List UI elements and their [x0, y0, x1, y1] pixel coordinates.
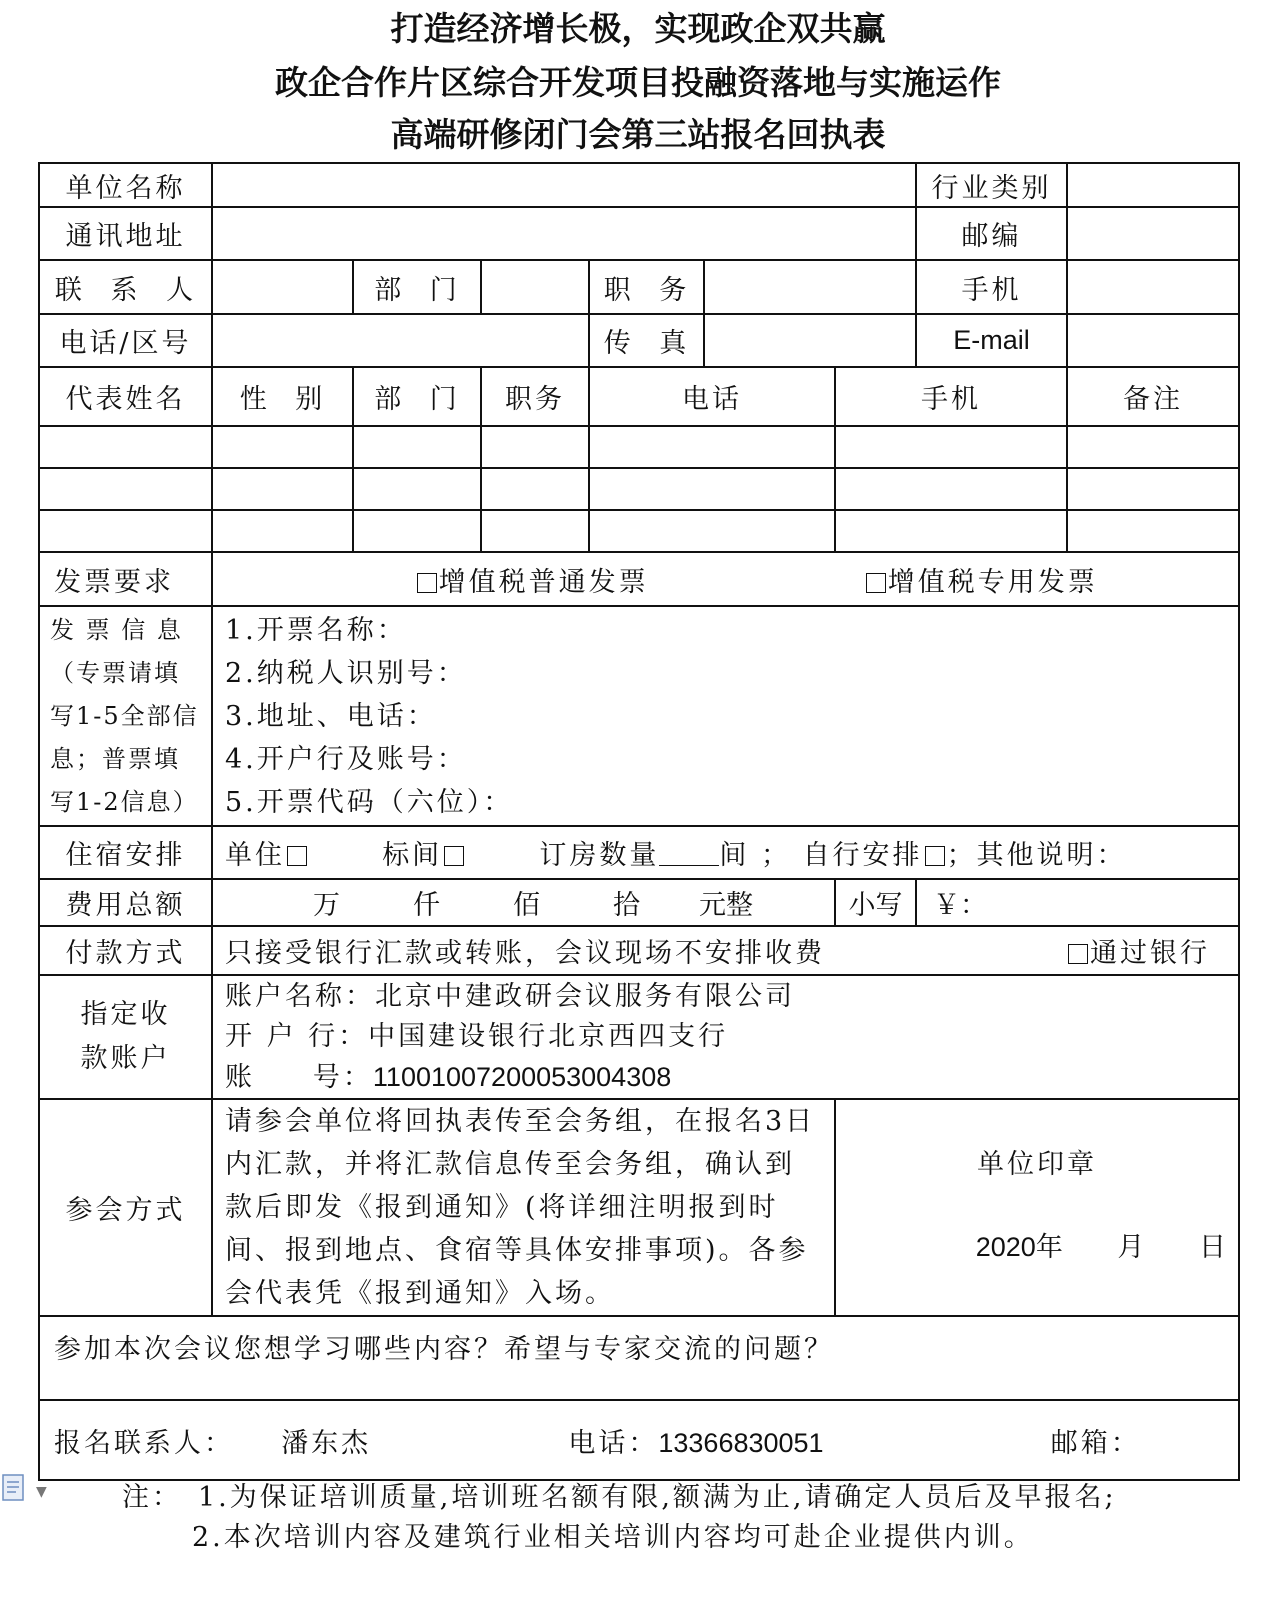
contact-field[interactable]	[212, 260, 353, 314]
title-line-1: 打造经济增长极，实现政企双共赢	[390, 9, 886, 48]
question-prompt: 参加本次会议您想学习哪些内容？希望与专家交流的问题？	[39, 1316, 1239, 1400]
invoice-options	[212, 552, 1239, 606]
dept-label: 部 门	[353, 260, 481, 314]
attend-text: 请参会单位将回执表传至会务组，在报名3日内汇款，并将汇款信息传至会务组，确认到款后即发《报到通知》(将详细注明报到时间、报到地点、食宿等具体安排事项)。各参会代表凭《报到通知》入场。	[212, 1099, 835, 1316]
rep-cell[interactable]	[589, 426, 835, 468]
phone-area-field[interactable]	[212, 314, 589, 367]
table-row	[39, 510, 1239, 552]
yen-label: ￥：	[933, 890, 987, 921]
unit-name-field[interactable]	[212, 163, 916, 207]
attend-label: 参会方式	[39, 1099, 212, 1316]
industry-field[interactable]	[1067, 163, 1239, 207]
lodging-options	[212, 826, 1239, 879]
table-row	[39, 426, 1239, 468]
title-line-2: 政企合作片区综合开发项目投融资落地与实施运作	[275, 63, 1001, 102]
rep-cell[interactable]	[39, 510, 212, 552]
rep-position-header: 职务	[481, 367, 589, 426]
mobile-label: 手机	[916, 260, 1067, 314]
rep-cell[interactable]	[481, 510, 589, 552]
position-field[interactable]	[704, 260, 916, 314]
fax-label: 传 真	[589, 314, 704, 367]
room-count-field[interactable]	[659, 843, 719, 866]
single-checkbox[interactable]	[287, 846, 307, 866]
note-line-1: 1.为保证培训质量,培训班名额有限,额满为止,请确定人员后及早报名;	[198, 1482, 1117, 1513]
email-field[interactable]	[1067, 314, 1239, 367]
rep-cell[interactable]	[353, 510, 481, 552]
remark-header: 备注	[1067, 367, 1239, 426]
invoice-special-checkbox[interactable]	[866, 573, 886, 593]
postcode-label: 邮编	[916, 207, 1067, 260]
date-year: 2020	[975, 1231, 1036, 1262]
rep-cell[interactable]	[212, 468, 353, 510]
reg-phone-label: 电话：	[568, 1427, 659, 1459]
invoice-item: 3.地址、电话：	[225, 700, 437, 732]
account-block	[212, 975, 1239, 1099]
fax-field[interactable]	[704, 314, 916, 367]
invoice-special-label: 增值税专用发票	[887, 566, 1098, 598]
fee-unit: 佰	[513, 890, 540, 921]
invoice-normal-checkbox[interactable]	[417, 573, 437, 593]
payment-label: 付款方式	[39, 926, 212, 975]
rep-cell[interactable]	[39, 426, 212, 468]
title-line-3: 高端研修闭门会第三站报名回执表	[390, 115, 886, 154]
rep-mobile-header: 手机	[835, 367, 1067, 426]
self-arrange-label: 自行安排	[802, 840, 923, 871]
rep-cell[interactable]	[481, 426, 589, 468]
invoice-item: 4.开户行及账号：	[225, 743, 467, 775]
notes	[122, 1478, 1117, 1558]
position-label: 职 务	[589, 260, 704, 314]
date-day-label: 日	[1199, 1231, 1226, 1263]
rep-cell[interactable]	[212, 510, 353, 552]
seal-label: 单位印章	[977, 1148, 1097, 1180]
lowercase-amount-field[interactable]	[916, 879, 1239, 926]
rep-cell[interactable]	[353, 426, 481, 468]
reg-contact-label: 报名联系人：	[54, 1427, 234, 1459]
email-label: E-mail	[916, 314, 1067, 367]
invoice-item: 2.纳税人识别号：	[225, 657, 467, 689]
fee-units	[212, 879, 835, 926]
registration-contact	[39, 1400, 1239, 1480]
date-year-label: 年	[1035, 1231, 1063, 1263]
rep-name-header: 代表姓名	[39, 367, 212, 426]
account-no: 11001007200053004308	[372, 1061, 672, 1092]
via-bank-label: 通过银行	[1090, 938, 1210, 969]
single-label: 单住	[225, 840, 285, 871]
account-bank: 开 户 行：中国建设银行北京西四支行	[225, 1020, 729, 1052]
invoice-item: 5.开票代码（六位）：	[225, 786, 514, 818]
fee-unit: 元整	[699, 890, 753, 921]
lodging-label: 住宿安排	[39, 826, 212, 879]
lowercase-label: 小写	[835, 879, 916, 926]
twin-checkbox[interactable]	[444, 846, 464, 866]
mobile-field[interactable]	[1067, 260, 1239, 314]
room-unit-label: 间 ；	[719, 840, 791, 871]
rep-cell[interactable]	[212, 426, 353, 468]
invoice-info-block	[212, 606, 1239, 826]
invoice-req-label: 发票要求	[39, 552, 212, 606]
fee-unit: 万	[313, 890, 340, 921]
invoice-item: 1.开票名称：	[225, 614, 407, 646]
twin-label: 标间	[382, 840, 443, 871]
rep-cell[interactable]	[835, 510, 1067, 552]
chevron-down-icon[interactable]: ▼	[36, 1484, 47, 1500]
reg-phone: 13366830051	[658, 1427, 824, 1458]
dept-field[interactable]	[481, 260, 589, 314]
rep-cell[interactable]	[589, 468, 835, 510]
other-note-label: ；其他说明：	[946, 840, 1127, 871]
registration-form	[38, 162, 1240, 1481]
room-count-label: 订房数量	[539, 840, 660, 871]
rep-cell[interactable]	[1067, 468, 1239, 510]
self-arrange-checkbox[interactable]	[925, 846, 945, 866]
seal-block	[835, 1099, 1239, 1316]
reg-contact-name: 潘东杰	[281, 1427, 372, 1459]
address-field[interactable]	[212, 207, 916, 260]
industry-label: 行业类别	[916, 163, 1067, 207]
invoice-normal-label: 增值税普通发票	[438, 566, 649, 598]
document-icon[interactable]	[2, 1474, 26, 1502]
payment-info	[212, 926, 1239, 975]
total-fee-label: 费用总额	[39, 879, 212, 926]
rep-cell[interactable]	[481, 468, 589, 510]
rep-cell[interactable]	[1067, 510, 1239, 552]
date-month-label: 月	[1117, 1231, 1145, 1263]
account-no-label: 账 号：	[225, 1061, 373, 1093]
payment-text: 只接受银行汇款或转账，会议现场不安排收费	[225, 938, 825, 969]
contact-label: 联 系 人	[39, 260, 212, 314]
postcode-field[interactable]	[1067, 207, 1239, 260]
notes-prefix: 注：	[122, 1482, 182, 1513]
seal-date	[844, 1225, 1230, 1264]
reg-email-label: 邮箱：	[1050, 1427, 1141, 1459]
rep-cell[interactable]	[39, 468, 212, 510]
account-name: 账户名称：北京中建政研会议服务有限公司	[225, 980, 795, 1012]
rep-cell[interactable]	[835, 468, 1067, 510]
rep-cell[interactable]	[835, 426, 1067, 468]
invoice-info-label: 发 票 信 息（专票请填写1-5全部信息；普票填写1-2信息）	[39, 606, 212, 826]
rep-cell[interactable]	[1067, 426, 1239, 468]
address-label: 通讯地址	[39, 207, 212, 260]
fee-unit: 拾	[613, 890, 640, 921]
fee-unit: 仟	[413, 890, 440, 921]
via-bank-checkbox[interactable]	[1068, 944, 1088, 964]
account-label: 指定收款账户	[39, 975, 212, 1099]
phone-area-label: 电话/区号	[39, 314, 212, 367]
rep-cell[interactable]	[353, 468, 481, 510]
unit-name-label: 单位名称	[39, 163, 212, 207]
rep-dept-header: 部 门	[353, 367, 481, 426]
note-line-2: 2.本次培训内容及建筑行业相关培训内容均可赴企业提供内训。	[192, 1522, 1034, 1553]
table-row	[39, 468, 1239, 510]
rep-cell[interactable]	[589, 510, 835, 552]
gender-header: 性 别	[212, 367, 353, 426]
rep-phone-header: 电话	[589, 367, 835, 426]
